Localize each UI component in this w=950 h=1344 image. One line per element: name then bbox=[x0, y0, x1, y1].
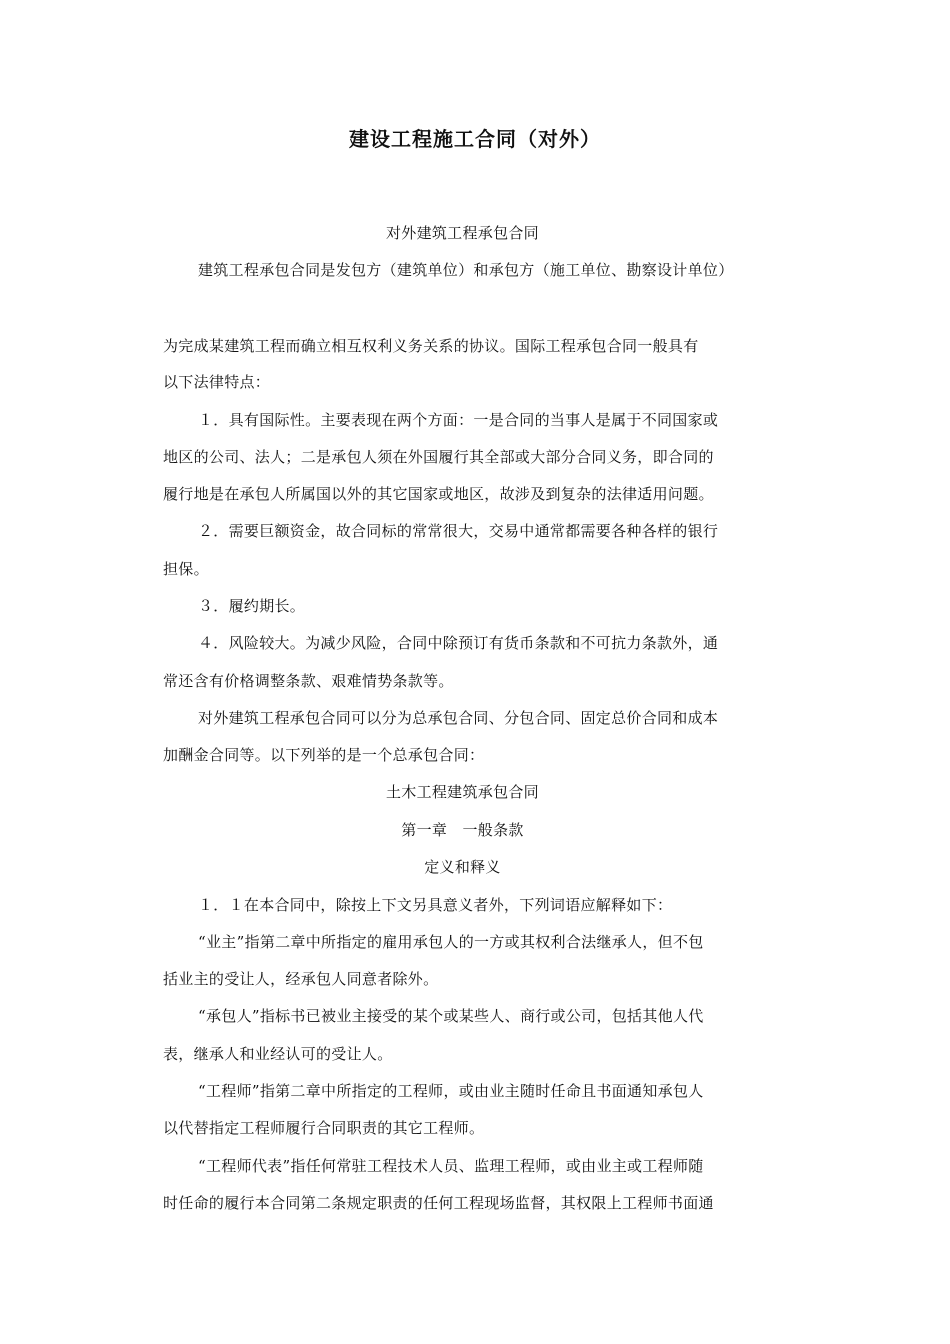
paragraph-line: 地区的公司、法人；二是承包人须在外国履行其全部或大部分合同义务，即合同的 bbox=[163, 448, 714, 466]
paragraph-line: 为完成某建筑工程而确立相互权利义务关系的协议。国际工程承包合同一般具有 bbox=[163, 337, 699, 355]
paragraph-line: １．具有国际性。主要表现在两个方面：一是合同的当事人是属于不同国家或 bbox=[198, 411, 719, 429]
section-heading: 定义和释义 bbox=[424, 858, 501, 876]
document-title: 建设工程施工合同（对外） bbox=[349, 127, 601, 151]
paragraph-line: 以下法律特点： bbox=[163, 373, 271, 391]
paragraph-line: “工程师代表”指任何常驻工程技术人员、监理工程师，或由业主或工程师随 bbox=[198, 1157, 704, 1175]
paragraph-line: ３．履约期长。 bbox=[198, 597, 306, 615]
paragraph-line: １．１在本合同中，除按上下文另具意义者外，下列词语应解释如下： bbox=[198, 896, 673, 914]
paragraph-line: 以代替指定工程师履行合同职责的其它工程师。 bbox=[163, 1119, 485, 1137]
paragraph-line: “承包人”指标书已被业主接受的某个或某些人、商行或公司，包括其他人代 bbox=[198, 1007, 704, 1025]
paragraph-line: “工程师”指第二章中所指定的工程师，或由业主随时任命且书面通知承包人 bbox=[198, 1082, 704, 1100]
chapter-heading: 第一章 一般条款 bbox=[401, 821, 524, 839]
paragraph-line: 履行地是在承包人所属国以外的其它国家或地区，故涉及到复杂的法律适用问题。 bbox=[163, 485, 714, 503]
paragraph-line: 表，继承人和业经认可的受让人。 bbox=[163, 1045, 393, 1063]
paragraph-line: ２．需要巨额资金，故合同标的常常很大，交易中通常都需要各种各样的银行 bbox=[198, 522, 719, 540]
paragraph-line: 加酬金合同等。以下列举的是一个总承包合同： bbox=[163, 746, 485, 764]
paragraph-line: 括业主的受让人，经承包人同意者除外。 bbox=[163, 970, 439, 988]
paragraph-line: 时任命的履行本合同第二条规定职责的任何工程现场监督，其权限上工程师书面通 bbox=[163, 1194, 714, 1212]
contract-title: 土木工程建筑承包合同 bbox=[385, 783, 539, 801]
paragraph-line: 担保。 bbox=[163, 560, 209, 578]
section-heading: 对外建筑工程承包合同 bbox=[385, 224, 539, 242]
paragraph-line: ４．风险较大。为减少风险，合同中除预订有货币条款和不可抗力条款外，通 bbox=[198, 634, 719, 652]
paragraph-line: 建筑工程承包合同是发包方（建筑单位）和承包方（施工单位、勘察设计单位） bbox=[198, 261, 734, 279]
paragraph-line: 常还含有价格调整条款、艰难情势条款等。 bbox=[163, 672, 454, 690]
paragraph-line: 对外建筑工程承包合同可以分为总承包合同、分包合同、固定总价合同和成本 bbox=[198, 709, 719, 727]
paragraph-line: “业主”指第二章中所指定的雇用承包人的一方或其权利合法继承人，但不包 bbox=[198, 933, 704, 951]
